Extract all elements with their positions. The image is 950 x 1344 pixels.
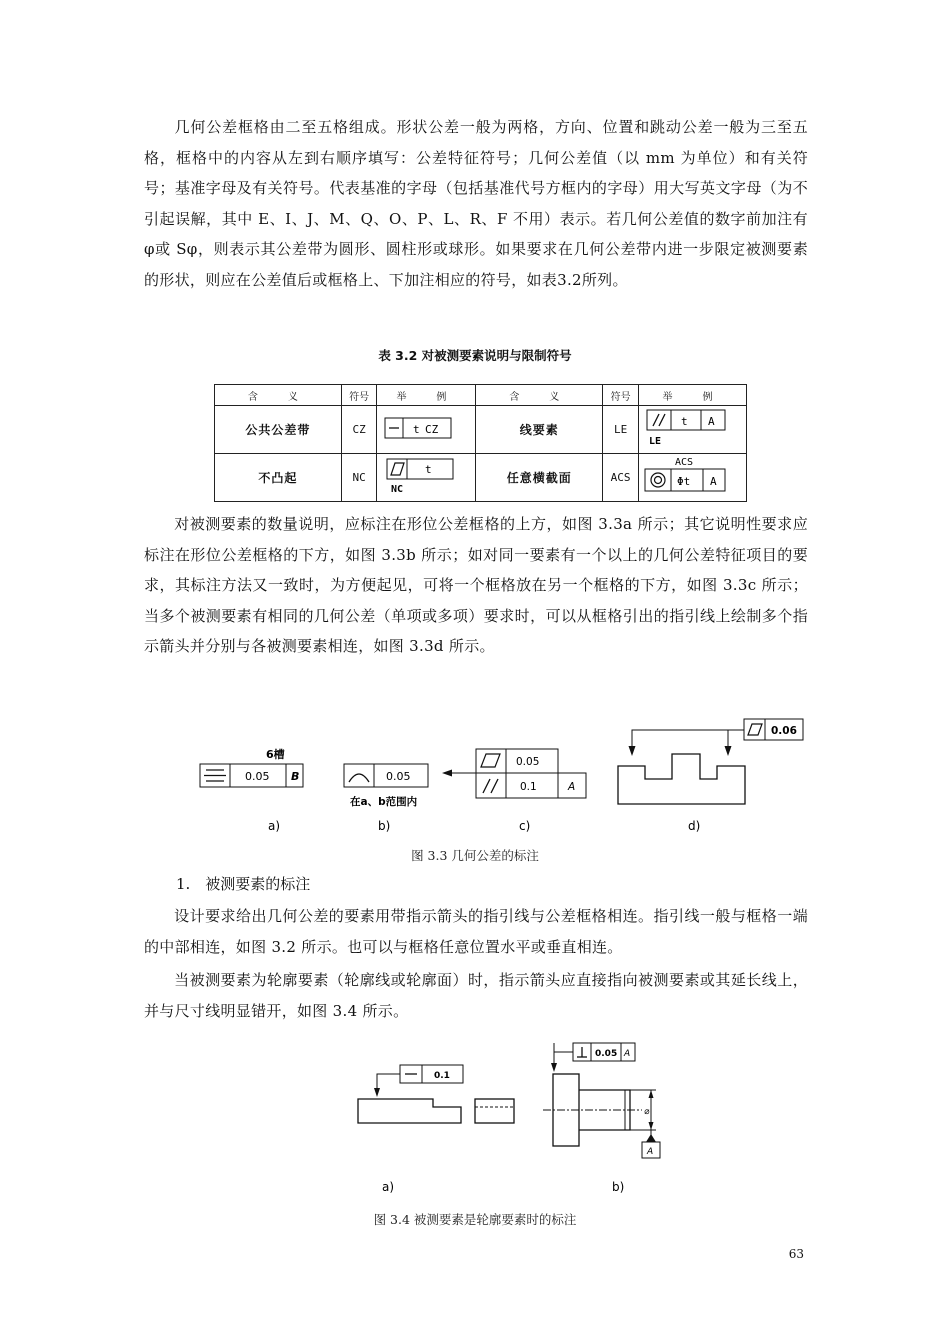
fig-a-datum: B	[291, 770, 300, 783]
example-phi-t: Φt	[676, 475, 691, 488]
fig-3-3-label-b: b)	[378, 819, 391, 833]
header-meaning-1: 含 义	[215, 385, 342, 406]
fig-3-4-a	[358, 1065, 514, 1123]
fig-3-3-a	[200, 747, 303, 787]
example-a: A	[709, 475, 717, 488]
fig-b-below-note: 在a、b范围内	[350, 796, 418, 808]
figure-3-4-caption: 图 3.4 被测要素是轮廓要素时的标注	[373, 1212, 577, 1227]
table-header-row	[215, 385, 747, 406]
fig-3-3-d	[618, 719, 803, 804]
example-acs: ACS	[674, 457, 694, 468]
fig-c-value-2: 0.1	[520, 781, 537, 793]
paragraph-1	[144, 112, 808, 295]
paragraph-3-text: 设计要求给出几何公差的要素用带指示箭头的指引线与公差框格相连。指引线一般与框格一端的中部相连，如图 3.2 所示。也可以与框格任意位置水平或垂直相连。	[144, 907, 808, 956]
paragraph-3	[144, 901, 808, 962]
table-row	[215, 406, 747, 454]
cell-name: 不凸起	[215, 454, 342, 502]
concentricity-icon	[651, 473, 665, 487]
cell-code: ACS	[603, 454, 639, 502]
datum-triangle-icon	[646, 1134, 656, 1142]
fig-3-3-label-d: d)	[688, 819, 701, 833]
figure-3-3	[190, 712, 820, 842]
table-row	[215, 454, 747, 502]
cell-example	[638, 406, 746, 454]
perpendicularity-icon	[577, 1047, 587, 1057]
part-outline	[618, 754, 745, 804]
parallelism-icon	[653, 414, 665, 426]
cell-name: 任意横截面	[476, 454, 603, 502]
symmetry-icon	[204, 770, 226, 781]
cell-code: NC	[341, 454, 377, 502]
fig-3-3-label-a: a)	[268, 819, 281, 833]
fig-3-4-label-a: a)	[382, 1180, 395, 1194]
example-le-frame	[639, 406, 746, 450]
fig34-datum-box: A	[647, 1147, 654, 1157]
arrow-icon	[629, 746, 636, 756]
header-symbol-2: 符号	[603, 385, 639, 406]
cell-example	[377, 406, 476, 454]
paragraph-4-text: 当被测要素为轮廓要素（轮廓线或轮廓面）时，指示箭头应直接指向被测要素或其延长线上，并与尺寸线明显错开，如图 3.4 所示。	[144, 971, 808, 1020]
symbol-table	[214, 384, 747, 502]
table-title: 表 3.2 对被测要素说明与限制符号	[378, 348, 572, 363]
cell-example	[638, 454, 746, 502]
paragraph-2	[144, 509, 808, 662]
part-section	[475, 1099, 514, 1123]
figure-3-3-caption: 图 3.3 几何公差的标注	[411, 848, 539, 863]
flatness-icon	[748, 724, 762, 735]
example-le: LE	[648, 436, 662, 447]
header-example-2: 举 例	[638, 385, 746, 406]
flatness-icon	[481, 754, 500, 767]
example-t: t	[680, 415, 688, 428]
paragraph-1-text: 几何公差框格由二至五格组成。形状公差一般为两格，方向、位置和跳动公差一般为三至五格，框格中的内容从左到右顺序填写：公差特征符号；几何公差值（以 mm 为单位）和有关符号；基准字母及有关符号。代表基准的字母（包括基准代号方框内的字母）用大写英文字母（为不引起误解，其中 E、I、J、M、Q、O、P、L、R、F 不用）表示。若几何公差值的数字前加注有φ或 Sφ，则表示其公差带为圆形、圆柱形或球形。如果要求在几何公差带内进一步限定被测要素的形状，则应在公差值后或框格上、下加注相应的符号，如表3.2所列。	[144, 118, 808, 289]
paragraph-2-text: 对被测要素的数量说明，应标注在形位公差框格的上方，如图 3.3a 所示；其它说明性要求应标注在形位公差框格的下方，如图 3.3b 所示；如对同一要素有一个以上的几何公差特征项目的要求，其标注方法又一致时，为方便起见，可将一个框格放在另一个框格的下方，如图 3.3c 所示；当多个被测要素有相同的几何公差（单项或多项）要求时，可以从框格引出的指引线上绘制多个指示箭头并分别与各被测要素相连，如图 3.3d 所示。	[144, 515, 808, 655]
fig-a-top-note: 6槽	[266, 748, 285, 761]
paragraph-4	[144, 965, 808, 1026]
part-outline	[358, 1099, 461, 1123]
cell-code: LE	[603, 406, 639, 454]
header-symbol-1: 符号	[341, 385, 377, 406]
cell-example	[377, 454, 476, 502]
header-example-1: 举 例	[377, 385, 476, 406]
cell-name: 公共公差带	[215, 406, 342, 454]
arrow-icon	[725, 746, 732, 756]
flatness-icon	[391, 463, 404, 475]
header-meaning-2: 含 义	[476, 385, 603, 406]
fig-3-3-label-c: c)	[519, 819, 531, 833]
fig34-b-value: 0.05	[595, 1049, 618, 1059]
arrow-icon	[551, 1063, 557, 1072]
example-nc: NC	[391, 484, 404, 495]
parallelism-icon	[483, 779, 498, 793]
section-heading: 1. 被测要素的标注	[176, 875, 311, 893]
example-acs-frame	[639, 454, 746, 498]
fig-a-value: 0.05	[245, 770, 270, 783]
fig-d-value: 0.06	[771, 725, 797, 737]
example-t: t	[425, 463, 433, 476]
line-profile-icon	[349, 774, 369, 782]
diameter-icon: ⌀	[644, 1107, 650, 1117]
arrow-icon	[374, 1088, 380, 1097]
page-number: 63	[788, 1247, 804, 1261]
arrow-icon	[442, 770, 452, 777]
fig-3-3-c	[442, 749, 586, 798]
example-nc-frame	[377, 454, 475, 498]
example-cz: CZ	[425, 423, 439, 436]
fig34-b-datum: A	[624, 1049, 631, 1059]
fig34-a-value: 0.1	[434, 1071, 450, 1081]
example-cz-frame	[377, 406, 475, 450]
cell-name: 线要素	[476, 406, 603, 454]
fig-3-4-b	[543, 1043, 660, 1158]
fig-c-value-1: 0.05	[516, 756, 540, 768]
example-a: A	[707, 415, 715, 428]
fig-b-value: 0.05	[386, 770, 411, 783]
fig-3-4-label-b: b)	[612, 1180, 625, 1194]
fig-c-datum: A	[568, 781, 576, 793]
figure-3-4	[340, 1038, 680, 1203]
example-t: t	[413, 423, 421, 436]
fig-3-3-b	[344, 764, 428, 808]
cell-code: CZ	[341, 406, 377, 454]
